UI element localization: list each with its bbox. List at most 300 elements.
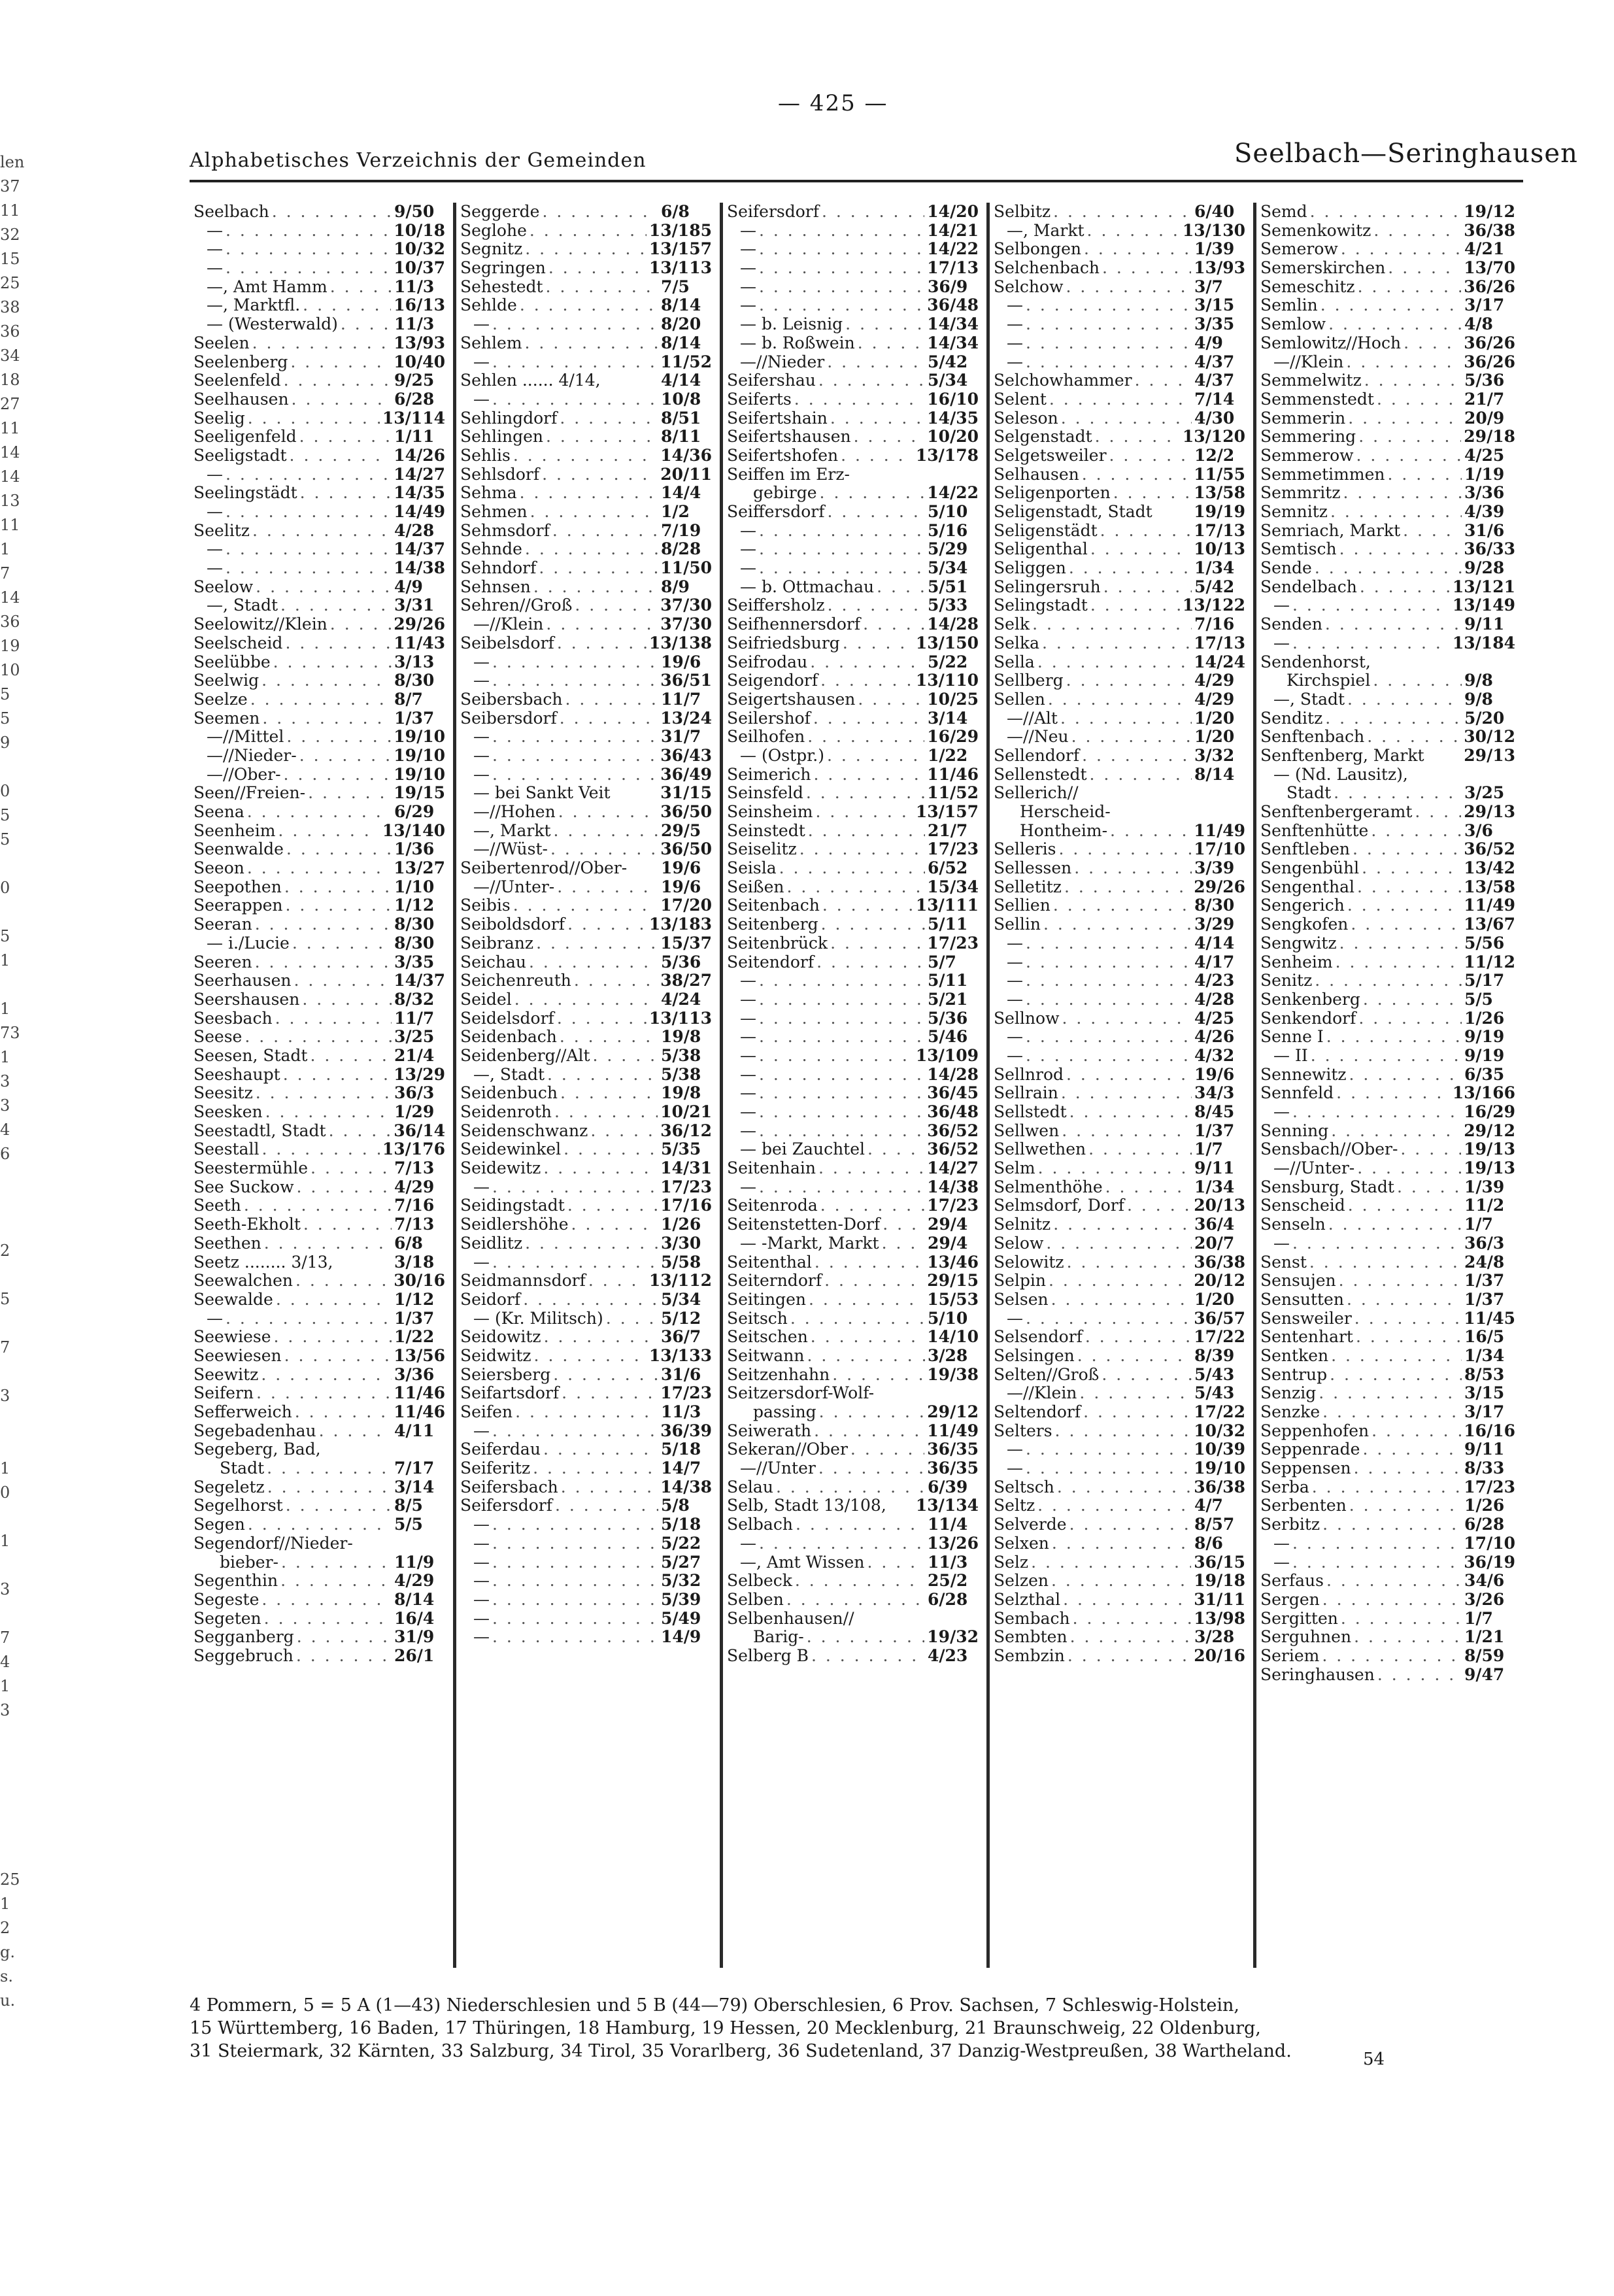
leader-dots [329, 1122, 392, 1141]
map-reference: 13/157 [915, 802, 979, 821]
municipality-name: — [740, 1064, 756, 1084]
leader-dots [292, 934, 392, 953]
leader-dots [261, 1366, 392, 1385]
edge-fragment: 73 [0, 1024, 20, 1042]
map-reference: 3/36 [394, 1364, 435, 1384]
map-reference: 4/29 [394, 1571, 435, 1591]
map-reference: 8/14 [661, 333, 701, 352]
leader-dots [1397, 1178, 1462, 1197]
gazetteer-entry [1260, 915, 1515, 934]
leader-dots [1357, 878, 1461, 897]
municipality-name: Seitenbach [727, 896, 820, 915]
edge-fragment: 14 [0, 588, 20, 607]
leader-dots [226, 465, 391, 484]
edge-fragment: 7 [0, 1338, 10, 1357]
gazetteer-entry [727, 1572, 979, 1591]
gazetteer-entry [460, 840, 712, 859]
municipality-name: Seiferdau [460, 1440, 541, 1459]
municipality-name: Semlow [1260, 314, 1326, 334]
gazetteer-entry [727, 878, 979, 897]
gazetteer-entry [460, 465, 712, 484]
municipality-name: Serbenten [1260, 1496, 1347, 1515]
gazetteer-entry [193, 1272, 445, 1291]
municipality-name: — [473, 727, 490, 747]
map-reference: 8/14 [1194, 764, 1235, 784]
map-reference: 11/12 [1464, 952, 1515, 971]
map-reference: 37/30 [660, 596, 712, 615]
gazetteer-entry [460, 371, 712, 390]
leader-dots [821, 915, 925, 934]
map-reference: 36/38 [1194, 1252, 1245, 1272]
gazetteer-entry [727, 1047, 979, 1066]
gazetteer-entry [727, 484, 979, 503]
edge-fragment: 34 [0, 346, 20, 365]
municipality-name: — [473, 1177, 490, 1196]
leader-dots [1348, 409, 1462, 428]
gazetteer-entry [994, 1440, 1245, 1459]
map-reference: 13/111 [915, 896, 979, 915]
map-reference: 13/27 [394, 858, 445, 878]
leader-dots [1077, 1347, 1192, 1366]
gazetteer-entry [460, 315, 712, 334]
municipality-name: Segeten [193, 1608, 261, 1628]
leader-dots [558, 803, 658, 822]
gazetteer-entry [1260, 1196, 1515, 1215]
municipality-name: Seibranz [460, 933, 534, 953]
map-reference: 19/38 [927, 1364, 979, 1384]
leader-dots [1348, 1196, 1462, 1215]
leader-dots [1049, 390, 1192, 409]
municipality-name: Kirchspiel [1286, 671, 1371, 690]
map-reference: 3/26 [1464, 1589, 1505, 1609]
map-reference: 13/70 [1464, 258, 1515, 278]
map-reference: 7/16 [394, 1196, 435, 1215]
map-reference: 5/51 [928, 577, 968, 596]
gazetteer-entry [1260, 1347, 1515, 1366]
gazetteer-entry [727, 784, 979, 803]
municipality-name: — [1007, 1308, 1023, 1328]
map-reference: 3/36 [1464, 483, 1505, 503]
municipality-name: Seewalchen [193, 1271, 294, 1291]
leader-dots [544, 1328, 658, 1347]
map-reference: 5/5 [394, 1515, 423, 1534]
map-reference: 29/4 [928, 1233, 968, 1253]
map-reference: 1/37 [394, 1308, 435, 1328]
municipality-name: — [473, 1421, 490, 1440]
column-1 [190, 203, 456, 1968]
map-reference: 14/38 [394, 558, 445, 578]
leader-dots [533, 578, 658, 597]
edge-fragment: 5 [0, 685, 10, 703]
leader-dots [1037, 653, 1191, 672]
municipality-name: Serbitz [1260, 1515, 1320, 1534]
map-reference: 13/133 [648, 1345, 712, 1365]
gazetteer-entry [1260, 203, 1515, 222]
map-reference: 7/13 [394, 1215, 435, 1234]
gazetteer-entry [193, 859, 445, 878]
map-reference: 1/12 [394, 896, 435, 915]
leader-dots [1069, 1103, 1192, 1122]
leader-dots [1066, 1066, 1192, 1085]
municipality-name: Seestermühle [193, 1158, 309, 1178]
map-reference: 24/8 [1464, 1252, 1505, 1272]
gazetteer-entry [1260, 1066, 1515, 1085]
leader-dots [530, 503, 658, 522]
map-reference: 4/11 [394, 1421, 435, 1440]
leader-dots [1026, 1309, 1191, 1328]
gazetteer-entry [193, 334, 445, 353]
map-reference: 3/35 [394, 952, 435, 971]
leader-dots [1026, 1440, 1191, 1459]
edge-fragment: 32 [0, 226, 20, 244]
gazetteer-entry [193, 896, 445, 915]
municipality-name: Seiferitz [460, 1459, 531, 1478]
column-4 [990, 203, 1256, 1968]
municipality-name: — [1007, 989, 1023, 1009]
map-reference: 1/19 [1464, 464, 1505, 484]
gazetteer-entry [1260, 409, 1515, 428]
gazetteer-entry [460, 653, 712, 672]
gazetteer-entry [727, 334, 979, 353]
municipality-name: Seltz [994, 1496, 1035, 1515]
municipality-name: Seelen [193, 333, 250, 352]
map-reference: 10/13 [1194, 539, 1245, 559]
gazetteer-entry [1260, 1215, 1515, 1234]
gazetteer-entry [193, 934, 445, 953]
municipality-name: Selchowhammer [994, 371, 1132, 390]
leader-dots [284, 371, 392, 390]
gazetteer-entry [193, 1422, 445, 1441]
leader-dots [1100, 522, 1192, 541]
gazetteer-entry [727, 1084, 979, 1103]
gazetteer-entry [994, 1496, 1245, 1515]
map-reference: 4/32 [1194, 1045, 1235, 1065]
leader-dots [264, 1610, 392, 1629]
gazetteer-entry [1260, 1366, 1515, 1385]
map-reference: 11/9 [394, 1552, 435, 1572]
map-reference: 16/29 [1464, 1102, 1515, 1121]
municipality-name: Seidwitz [460, 1345, 531, 1365]
leader-dots [1048, 690, 1192, 709]
leader-dots [554, 1103, 658, 1122]
gazetteer-entry [193, 803, 445, 822]
municipality-name: — [207, 502, 223, 521]
municipality-name: — [473, 764, 490, 784]
map-reference: 14/7 [661, 1459, 701, 1478]
gazetteer-entry [460, 1084, 712, 1103]
gazetteer-entry [460, 1234, 712, 1253]
edge-fragment: 27 [0, 395, 20, 413]
gazetteer-entry [193, 1478, 445, 1497]
municipality-name: Semenkowitz [1260, 220, 1371, 240]
leader-dots [759, 1122, 924, 1141]
gazetteer-entry [727, 1628, 979, 1647]
map-reference: 1/7 [1464, 1608, 1493, 1628]
map-reference: 5/36 [1464, 371, 1505, 390]
municipality-name: — [1273, 633, 1290, 652]
leader-dots [575, 596, 658, 615]
municipality-name: — b. Leisnig [740, 314, 843, 334]
leader-dots [1358, 428, 1461, 447]
gazetteer-entry [727, 1591, 979, 1610]
municipality-name: Sensutten [1260, 1289, 1344, 1309]
gazetteer-entry [1260, 784, 1515, 803]
gazetteer-entry [1260, 1553, 1515, 1572]
municipality-name: Seitenroda [727, 1196, 818, 1215]
leader-dots [295, 1403, 392, 1422]
map-reference: 5/5 [1464, 989, 1493, 1009]
gazetteer-entry [193, 371, 445, 390]
map-reference: 14/20 [927, 202, 979, 221]
leader-dots [809, 1291, 924, 1309]
municipality-name: — [473, 745, 490, 765]
map-reference: 4/14 [661, 371, 701, 390]
map-reference: 1/37 [1464, 1289, 1505, 1309]
leader-dots [759, 296, 924, 315]
municipality-name: Sendenhorst, [1260, 652, 1371, 671]
municipality-name: — b. Roßwein [740, 333, 855, 352]
leader-dots [530, 222, 647, 241]
municipality-name: Stadt [220, 1459, 265, 1478]
municipality-name: Selka [994, 633, 1039, 652]
map-reference: 5/20 [1464, 708, 1505, 728]
municipality-name: Sellwen [994, 1121, 1060, 1140]
map-reference: 3/30 [661, 1233, 701, 1253]
municipality-name: —, Stadt [207, 596, 278, 615]
municipality-name: Selbach [727, 1515, 793, 1534]
leader-dots [1062, 1122, 1192, 1141]
leader-dots [520, 296, 658, 315]
municipality-name: Selzthal [994, 1589, 1061, 1609]
municipality-name: Seifhennersdorf [727, 615, 861, 634]
municipality-name: Selsingen [994, 1345, 1075, 1365]
municipality-name: Seigendorf [727, 671, 818, 690]
edge-fragment: 0 [0, 782, 10, 800]
edge-fragment: 0 [0, 1483, 10, 1502]
municipality-name: Seidmannsdorf [460, 1271, 586, 1291]
gazetteer-entry [994, 690, 1245, 709]
map-reference: 4/21 [1464, 239, 1505, 259]
municipality-name: Sellen [994, 689, 1045, 709]
map-reference: 11/52 [660, 352, 712, 371]
map-reference: 9/47 [1464, 1664, 1505, 1684]
municipality-name: — [207, 220, 223, 240]
municipality-name: — (Westerwald) [207, 314, 338, 334]
leader-dots [1309, 1253, 1462, 1272]
municipality-name: — i./Lucie [207, 933, 290, 953]
gazetteer-entry [994, 1610, 1245, 1629]
gazetteer-entry [193, 522, 445, 541]
running-head-left: Alphabetisches Verzeichnis der Gemeinden [190, 149, 647, 172]
gazetteer-entry [460, 1422, 712, 1441]
map-reference: 36/7 [661, 1327, 701, 1347]
leader-dots [252, 334, 392, 353]
gazetteer-entry [193, 840, 445, 859]
municipality-name: Seisla [727, 858, 777, 878]
map-reference: 5/36 [928, 1008, 968, 1028]
leader-dots [543, 1159, 658, 1178]
gazetteer-entry [994, 747, 1245, 766]
leader-dots [759, 559, 925, 578]
map-reference: 10/8 [661, 389, 701, 409]
map-reference: 19/6 [1194, 1064, 1235, 1084]
edge-fragment [0, 1360, 26, 1384]
edge-fragment [0, 1771, 26, 1795]
map-reference: 11/49 [1194, 820, 1245, 840]
edge-fragment: 1 [0, 1532, 10, 1550]
map-reference: 14/27 [394, 464, 445, 484]
gazetteer-entry [1260, 671, 1515, 690]
gazetteer-entry [460, 390, 712, 409]
leader-dots [248, 409, 380, 428]
leader-dots [799, 840, 925, 859]
leader-dots [819, 1403, 925, 1422]
map-reference: 19/10 [394, 745, 445, 765]
gazetteer-entry [193, 1140, 445, 1159]
leader-dots [1362, 1440, 1462, 1459]
leader-dots [552, 522, 658, 541]
leader-dots [280, 1572, 392, 1591]
map-reference: 1/20 [1194, 1289, 1235, 1309]
map-reference: 5/18 [661, 1515, 701, 1534]
gazetteer-entry [460, 990, 712, 1009]
map-reference: 11/50 [660, 558, 712, 578]
gazetteer-entry [193, 1403, 445, 1422]
leader-dots [811, 1647, 925, 1666]
map-reference: 3/14 [394, 1477, 435, 1496]
municipality-name: Sellien [994, 896, 1051, 915]
gazetteer-entry [727, 747, 979, 766]
edge-fragment [0, 1723, 26, 1747]
map-reference: 10/37 [394, 258, 445, 278]
map-reference: 9/19 [1464, 1027, 1505, 1047]
municipality-name: Seitenstetten-Dorf [727, 1215, 881, 1234]
gazetteer-entry [727, 1328, 979, 1347]
gazetteer-entry [994, 390, 1245, 409]
municipality-name: Segganberg [193, 1627, 294, 1647]
leader-dots [492, 1178, 658, 1197]
municipality-name: Seilhofen [727, 727, 805, 747]
municipality-name: Seelowitz//Klein [193, 615, 328, 634]
municipality-name: Semerow [1260, 239, 1338, 259]
map-reference: 31/15 [660, 783, 712, 803]
gazetteer-entry [1260, 934, 1515, 953]
map-reference: 10/25 [927, 689, 979, 709]
map-reference: 8/30 [394, 671, 435, 690]
gazetteer-entry [1260, 1309, 1515, 1328]
municipality-name: Senscheid [1260, 1196, 1345, 1215]
gazetteer-entry [1260, 1291, 1515, 1309]
gazetteer-entry [193, 1028, 445, 1047]
leader-dots [275, 1009, 392, 1028]
map-reference: 36/12 [660, 1121, 712, 1140]
municipality-name: Seeran [193, 915, 252, 934]
gazetteer-entry [994, 1366, 1245, 1385]
municipality-name: Seimerich [727, 764, 811, 784]
leader-dots [1310, 203, 1462, 222]
map-reference: 36/38 [1194, 1477, 1245, 1496]
map-reference: 6/35 [1464, 1064, 1505, 1084]
sheet-number: 54 [1363, 2050, 1385, 2069]
leader-dots [265, 1103, 392, 1122]
leader-dots [302, 990, 392, 1009]
municipality-name: —//Mittel [207, 727, 284, 747]
municipality-name: Senning [1260, 1121, 1329, 1140]
municipality-name: Sennewitz [1260, 1064, 1347, 1084]
gazetteer-entry [994, 1009, 1245, 1028]
map-reference: 36/49 [660, 764, 712, 784]
gazetteer-entry [994, 784, 1245, 803]
gazetteer-entry [727, 1309, 979, 1328]
gazetteer-entry [1260, 1628, 1515, 1647]
leader-dots [1071, 728, 1192, 747]
edge-fragment: 19 [0, 637, 20, 655]
municipality-name: Semlowitz//Hoch [1260, 333, 1402, 352]
leader-dots [1127, 1196, 1191, 1215]
leader-dots [1347, 896, 1461, 915]
map-reference: 36/26 [1464, 277, 1515, 296]
gazetteer-entry [994, 522, 1245, 541]
map-reference: 29/18 [1464, 427, 1515, 447]
leader-dots [1082, 747, 1192, 766]
gazetteer-entry [994, 1553, 1245, 1572]
gazetteer-entry [460, 240, 712, 259]
municipality-name: Stadt [1286, 783, 1332, 803]
map-reference: 36/57 [1194, 1308, 1245, 1328]
map-reference: 8/32 [394, 989, 435, 1009]
municipality-name: Selent [994, 389, 1047, 409]
leader-dots [525, 1234, 658, 1253]
municipality-name: Selmsdorf, Dorf [994, 1196, 1125, 1215]
leader-dots [1102, 259, 1191, 278]
edge-fragment [0, 1844, 26, 1868]
municipality-name: — [740, 989, 756, 1009]
gazetteer-entry [994, 559, 1245, 578]
leader-dots [272, 203, 392, 222]
gazetteer-columns [190, 203, 1523, 1968]
map-reference: 8/28 [661, 539, 701, 559]
leader-dots [492, 1534, 658, 1553]
municipality-name: Sehlingdorf [460, 408, 558, 428]
municipality-name: Barig- [753, 1627, 804, 1647]
leader-dots [796, 1515, 925, 1534]
map-reference: 4/25 [1194, 1008, 1235, 1028]
gazetteer-entry [727, 690, 979, 709]
municipality-name: Seringhausen [1260, 1664, 1375, 1684]
gazetteer-entry [460, 596, 712, 615]
gazetteer-entry [460, 1515, 712, 1534]
edge-fragment: 3 [0, 1580, 10, 1598]
gazetteer-entry [460, 559, 712, 578]
municipality-name: Seibersdorf [460, 708, 557, 728]
municipality-name: Semmering [1260, 427, 1356, 447]
leader-dots [1058, 840, 1191, 859]
municipality-name: — (Ostpr.) [740, 745, 824, 765]
municipality-name: Sendelbach [1260, 577, 1357, 596]
map-reference: 12/2 [1194, 445, 1235, 465]
municipality-name: Seeren [193, 952, 252, 971]
gazetteer-entry [994, 728, 1245, 747]
municipality-name: Selowitz [994, 1252, 1064, 1272]
gazetteer-entry [994, 653, 1245, 672]
map-reference: 13/46 [927, 1252, 979, 1272]
map-reference: 36/3 [394, 1083, 435, 1103]
map-reference: 1/37 [1464, 1271, 1505, 1291]
map-reference: 5/8 [661, 1496, 690, 1515]
gazetteer-entry [727, 1610, 979, 1629]
municipality-name: —, Markt [1007, 220, 1084, 240]
leader-dots [555, 1496, 658, 1515]
